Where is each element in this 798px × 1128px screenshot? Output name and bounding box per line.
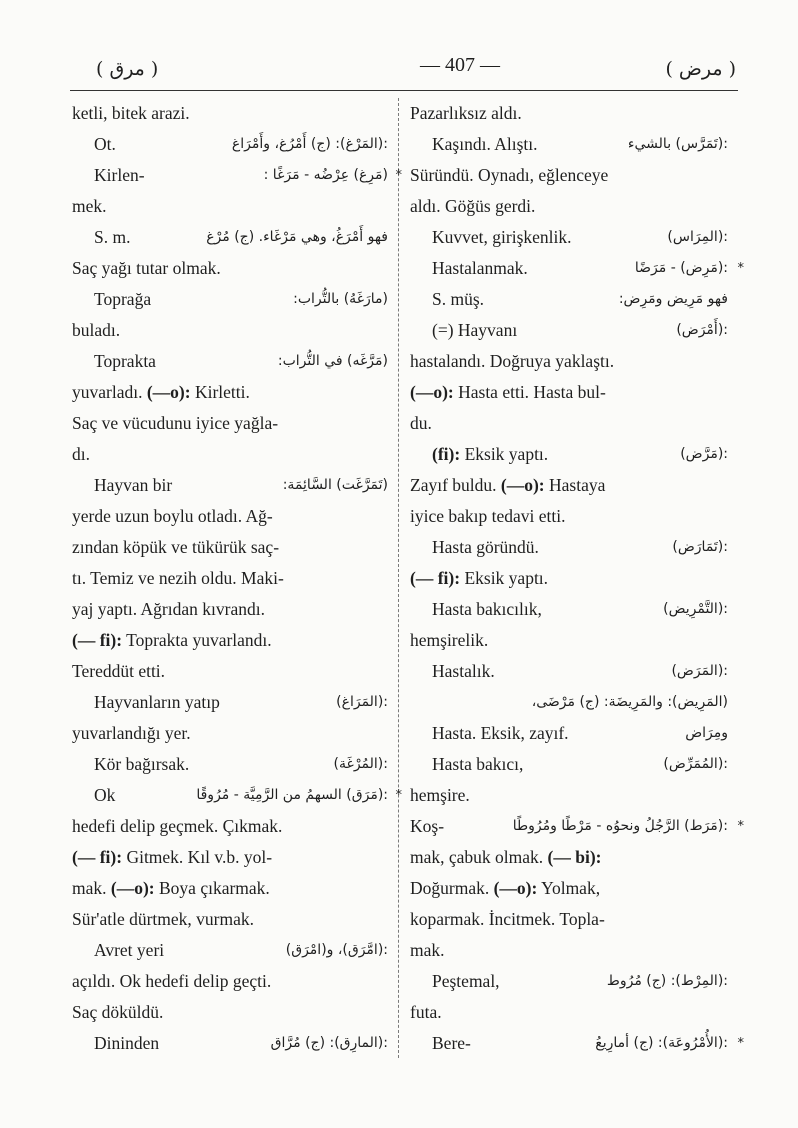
arabic-headword: (مارَغَهُ) بالتُّراب: (293, 291, 388, 307)
arabic-headword: :(مَرَط) الرَّجُلُ ونحوُه - مَرْطًا ومُرُوطًا (512, 818, 728, 834)
arabic-headword: :(المِرْط): (ج) مُرُوط (606, 973, 728, 989)
entry-line (410, 470, 728, 501)
entry-line (72, 253, 388, 284)
left-column (72, 98, 402, 1059)
entry-text: Hastalık. (432, 661, 495, 681)
entry-line (410, 315, 728, 346)
arabic-headword: :(تَمَرَّس) بالشيء (627, 136, 728, 152)
entry-line (72, 718, 388, 749)
header-left-keyword: ( مرق ) (96, 58, 159, 80)
entry-text: (—o): Hasta etti. Hasta bul- (410, 382, 606, 402)
arabic-headword: :(امَّرَق)، و(امْرَق) (285, 942, 388, 958)
entry-line (410, 873, 728, 904)
entry-line (72, 532, 388, 563)
entry-line (410, 377, 728, 408)
entry-line (72, 625, 388, 656)
root-star-marker: * (737, 261, 744, 276)
entry-text: Kör bağırsak. (94, 754, 190, 774)
entry-line (410, 749, 728, 780)
entry-text: Kirlen- (94, 165, 145, 185)
entry-line (72, 935, 388, 966)
header-right-keyword: ( مرض ) (665, 58, 736, 80)
column-divider (398, 98, 400, 1058)
entry-line (410, 439, 728, 470)
entry-text: hemşirelik. (410, 630, 489, 650)
entry-line (72, 997, 388, 1028)
arabic-headword: (المَرِيض): والمَرِيضَة: (ج) مَرْضَى، (531, 694, 728, 710)
entry-text: ketli, bitek arazi. (72, 103, 190, 123)
entry-line (410, 935, 728, 966)
entry-line (410, 997, 728, 1028)
page-number: — 407 — (420, 54, 500, 76)
root-star-marker: * (737, 819, 744, 834)
entry-text: iyice bakıp tedavi etti. (410, 506, 566, 526)
entry-text: tı. Temiz ve nezih oldu. Maki- (72, 568, 284, 588)
entry-text: Hayvan bir (94, 475, 173, 495)
entry-text: S. m. (94, 227, 131, 247)
entry-line (72, 749, 388, 780)
entry-line (410, 966, 728, 997)
entry-text: Avret yeri (94, 940, 165, 960)
arabic-headword: فهو مَرِيض ومَرِض: (618, 291, 728, 307)
entry-text: açıldı. Ok hedefi delip geçti. (72, 971, 272, 991)
entry-text: Hasta bakıcılık, (432, 599, 542, 619)
entry-text: Koş- (410, 816, 445, 836)
arabic-headword: فهو أَمْرَغُ، وهي مَرْغَاء. (ج) مُرْغ (206, 229, 388, 245)
entry-line (72, 284, 388, 315)
entry-text: Saç döküldü. (72, 1002, 164, 1022)
entry-text: Tereddüt etti. (72, 661, 166, 681)
entry-line (410, 842, 728, 873)
root-star-marker: * (395, 168, 402, 183)
entry-text: mak. (410, 940, 445, 960)
entry-line (410, 718, 728, 749)
entry-line (72, 191, 388, 222)
entry-line (410, 811, 744, 842)
entry-text: Toprakta (94, 351, 156, 371)
entry-line (72, 470, 388, 501)
entry-line (72, 1028, 388, 1059)
entry-text: Hasta bakıcı, (432, 754, 524, 774)
entry-text: koparmak. İncitmek. Topla- (410, 909, 605, 929)
entry-line (72, 811, 388, 842)
entry-line (410, 98, 728, 129)
entry-line (72, 315, 388, 346)
entry-text: Kaşındı. Alıştı. (432, 134, 538, 154)
entry-line (410, 687, 728, 718)
arabic-headword: :(مَرَّض) (680, 446, 728, 462)
entry-text: Hasta göründü. (432, 537, 539, 557)
entry-text: Zayıf buldu. (—o): Hastaya (410, 475, 606, 495)
arabic-headword: :(المُمَرِّض) (663, 756, 728, 772)
entry-text: yuvarladı. (—o): Kirletti. (72, 382, 250, 402)
entry-text: Doğurmak. (—o): Yolmak, (410, 878, 601, 898)
arabic-headword: :(المَرْغ): (ج) أَمْرُغ، وأَمْرَاغ (231, 136, 388, 152)
entry-line (72, 966, 388, 997)
entry-line (72, 687, 388, 718)
entry-text: Ok (94, 785, 116, 805)
entry-line (410, 532, 728, 563)
entry-line (72, 873, 388, 904)
entry-text: (— fi): Eksik yaptı. (410, 568, 549, 588)
entry-text: hastalandı. Doğruya yaklaştı. (410, 351, 615, 371)
entry-line (410, 160, 728, 191)
entry-line (72, 346, 388, 377)
entry-text: Peştemal, (432, 971, 500, 991)
entry-line (72, 408, 388, 439)
entry-text: Süründü. Oynadı, eğlenceye (410, 165, 609, 185)
entry-text: yaj yaptı. Ağrıdan kıvrandı. (72, 599, 265, 619)
entry-text: Bere- (432, 1033, 471, 1053)
entry-text: futa. (410, 1002, 442, 1022)
entry-text: mak. (—o): Boya çıkarmak. (72, 878, 270, 898)
arabic-headword: :(مَرَق) السهمُ من الرَّمِيَّة - مُرُوقًا (196, 787, 388, 803)
entry-line (410, 780, 728, 811)
entry-text: Saç ve vücudunu iyice yağla- (72, 413, 279, 433)
entry-line (72, 98, 388, 129)
entry-text: Kuvvet, girişkenlik. (432, 227, 572, 247)
arabic-headword: :(المُرْغَة) (333, 756, 388, 772)
entry-text: Hastalanmak. (432, 258, 528, 278)
entry-text: du. (410, 413, 432, 433)
entry-text: yuvarlandığı yer. (72, 723, 191, 743)
entry-text: S. müş. (432, 289, 485, 309)
entry-text: (fi): Eksik yaptı. (432, 444, 549, 464)
entry-line (72, 501, 388, 532)
entry-text: (=) Hayvanı (432, 320, 518, 340)
entry-line (72, 222, 388, 253)
arabic-headword: (مَرِغ) عِرْضُه - مَرَغًا : (263, 167, 388, 183)
entry-text: Pazarlıksız aldı. (410, 103, 522, 123)
arabic-headword: :(التَّمْرِيض) (663, 601, 728, 617)
entry-line (72, 904, 388, 935)
entry-text: yerde uzun boylu otladı. Ağ- (72, 506, 273, 526)
entry-text: dı. (72, 444, 90, 464)
entry-line (72, 129, 388, 160)
entry-line (72, 377, 388, 408)
entry-text: (— fi): Gitmek. Kıl v.b. yol- (72, 847, 273, 867)
page-header (60, 52, 740, 92)
entry-line (72, 594, 388, 625)
root-star-marker: * (395, 788, 402, 803)
entry-line (410, 625, 728, 656)
entry-line (72, 563, 388, 594)
arabic-headword: :(المارِق): (ج) مُرَّاق (270, 1035, 388, 1051)
entry-line (72, 160, 402, 191)
entry-text: Hasta. Eksik, zayıf. (432, 723, 569, 743)
entry-text: Ot. (94, 134, 116, 154)
entry-text: mak, çabuk olmak. (— bi): (410, 847, 602, 867)
entry-text: aldı. Göğüs gerdi. (410, 196, 536, 216)
entry-text: mek. (72, 196, 107, 216)
entry-text: Saç yağı tutar olmak. (72, 258, 221, 278)
entry-line (410, 191, 728, 222)
entry-line (410, 129, 728, 160)
entry-line (72, 842, 388, 873)
arabic-headword: :(المَرَاغ) (336, 694, 388, 710)
arabic-headword: ومِرَاض (685, 725, 728, 741)
arabic-headword: :(أَمْرَض) (676, 322, 728, 338)
entry-line (72, 656, 388, 687)
entry-text: (— fi): Toprakta yuvarlandı. (72, 630, 272, 650)
entry-line (410, 904, 728, 935)
entry-line (410, 346, 728, 377)
arabic-headword: (مَرَّغَه) في التُّراب: (277, 353, 388, 369)
entry-line (72, 439, 388, 470)
entry-line (410, 501, 728, 532)
entry-line (410, 253, 744, 284)
right-column (410, 98, 744, 1059)
entry-text: zından köpük ve tükürük saç- (72, 537, 280, 557)
arabic-headword: :(مَرِض) - مَرَضًا (634, 260, 728, 276)
entry-text: Hayvanların yatıp (94, 692, 220, 712)
entry-line (410, 408, 728, 439)
entry-text: Toprağa (94, 289, 152, 309)
arabic-headword: :(المِرَاس) (667, 229, 728, 245)
entry-line (410, 284, 728, 315)
entry-text: buladı. (72, 320, 121, 340)
entry-text: Dininden (94, 1033, 160, 1053)
entry-text: Sür'atle dürtmek, vurmak. (72, 909, 254, 929)
arabic-headword: (تَمَرَّغَت) السَّائِمَة: (282, 477, 388, 493)
header-rule (70, 90, 738, 91)
arabic-headword: :(المَرَض) (671, 663, 728, 679)
entry-text: hemşire. (410, 785, 470, 805)
arabic-headword: :(الأُمْرُوعَة): (ج) أمارِيعُ (595, 1035, 728, 1051)
entry-line (410, 656, 728, 687)
entry-line (410, 222, 728, 253)
entry-text: hedefi delip geçmek. Çıkmak. (72, 816, 283, 836)
arabic-headword: :(تَمَارَض) (672, 539, 728, 555)
entry-line (410, 594, 728, 625)
entry-line (72, 780, 402, 811)
entry-line (410, 1028, 744, 1059)
entry-line (410, 563, 728, 594)
root-star-marker: * (737, 1036, 744, 1051)
